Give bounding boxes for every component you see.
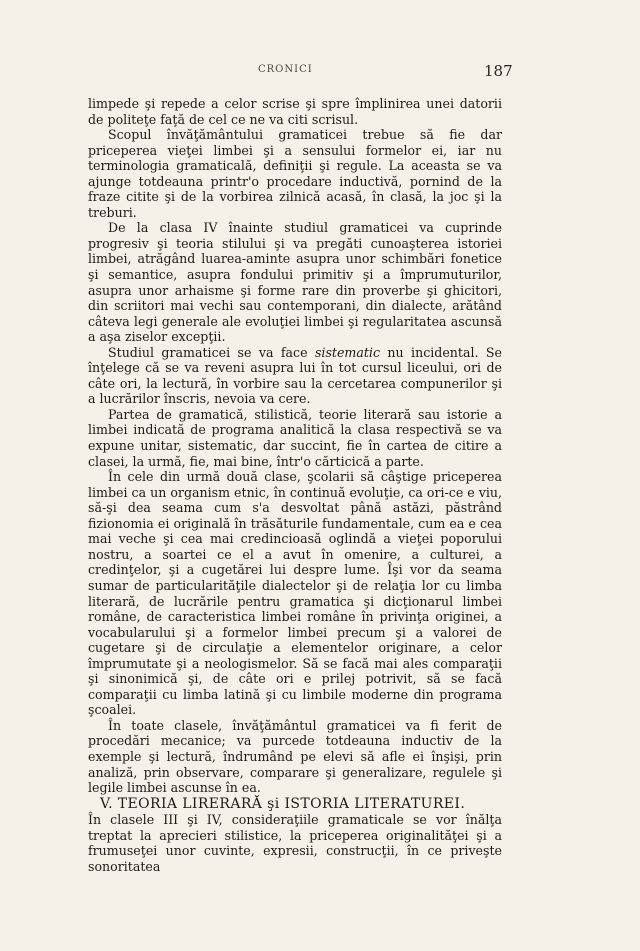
paragraph: În clasele III şi IV, consideraţiile gramaticale se vor înălţa treptat la aprecieri stilistice, la priceperea originalităţei şi a frumuseţei unor cuvinte, expresii, construcţii, în ce priveşte sonoritatea (88, 812, 502, 874)
paragraph-studiul (88, 345, 502, 407)
paragraph: Partea de gramatică, stilistică, teorie literară sau istorie a limbei indicată de programa analitică la clasa respectivă se va expune unitar, sistematic, dar succint, fie în cartea de citire a clasei, la urmă, fie, mai bine, într'o cărticică a parte. (88, 406, 502, 469)
paragraph: Scopul învăţământului gramaticei trebue să fie dar priceperea vieţei limbei şi a sensului formelor ei, iar nu terminologia gramaticală, definiţii şi regule. La aceasta se va ajunge totdeauna printr'o procedare inductivă, pornind de la fraze citite şi de la vorbirea zilnică acasă, în clasă, la joc şi la treburi. (88, 127, 502, 220)
section-heading: V. TEORIA LIRERARĂ şi ISTORIA LITERATUREI. (100, 795, 466, 812)
paragraph: În toate clasele, învăţământul gramaticei va fi ferit de procedări mecanice; va purcede totdeauna inductiv de la exemple şi lectură, îndrumând pe elevi să afle ei înşişi, prin analiză, prin observare, comparare şi generalizare, regulele şi legile limbei ascunse în ea. (88, 717, 502, 796)
section-heading-paragraph (88, 796, 502, 813)
emphasis-text: sistematic (314, 344, 381, 360)
paragraph: În cele din urmă două clase, şcolarii să câştige priceperea limbei ca un organism etnic, în continuă evoluţie, ca ori-ce e viu, să-şi dea seama cum s'a desvoltat până astăzi, păstrând fizionomia ei originală în trăsăturile fundamentale, cum ea e cea mai veche şi cea mai credincioasă oglindă a vieţei poporului nostru, a soartei ce el a avut în omenire, a culturei, a credinţelor, şi a cugetărei lui despre lume. Îşi vor da seama sumar de particularităţile dialectelor şi de relaţia lor cu limba literară, de lucrările pentru gramatica şi dicţionarul limbei române, de caracteristica limbei române în privinţa originei, a vocabularului şi a formelor limbei precum şi a valorei de cugetare şi de circulaţie a elementelor originare, a celor împrumutate şi a neologismelor. Să se facă mai ales comparaţii şi sinonimică şi, de câte ori e prilej potrivit, să se facă comparaţii cu limba latină şi cu limbile moderne din programa şcoalei. (88, 469, 502, 718)
paragraph: De la clasa IV înainte studiul gramaticei va cuprinde progresiv şi teoria stilului şi va pregăti cunoaşterea istoriei limbei, atrăgând luarea-aminte asupra unor schimbări fonetice şi semantice, asupra fondului primitiv şi a împrumuturilor, asupra unor arhaisme şi forme rare din proverbe şi ghicitori, din scriitori mai vechi sau contemporani, din dialecte, arătând câteva legi generale ale evoluţiei limbei şi regularitatea ascunsă a aşa ziselor excepţii. (88, 220, 502, 345)
body-text (88, 96, 502, 874)
page-number: 187 (484, 62, 513, 80)
running-title: CRONICI (258, 64, 313, 75)
text-run: nu incidental. Se înţelege că se va reveni asupra lui în tot cursul liceului, ori de câte ori, la lectură, în vorbire sau la cercetarea compunerilor şi a lucrărilor înscris, nevoia va cere. (88, 344, 502, 407)
paragraph: limpede şi repede a celor scrise şi spre împlinirea unei datorii de politeţe faţă de cel ce ne va citi scrisul. (88, 96, 502, 127)
text-run: Studiul gramaticei se va face (108, 344, 315, 360)
page-header (0, 62, 640, 84)
